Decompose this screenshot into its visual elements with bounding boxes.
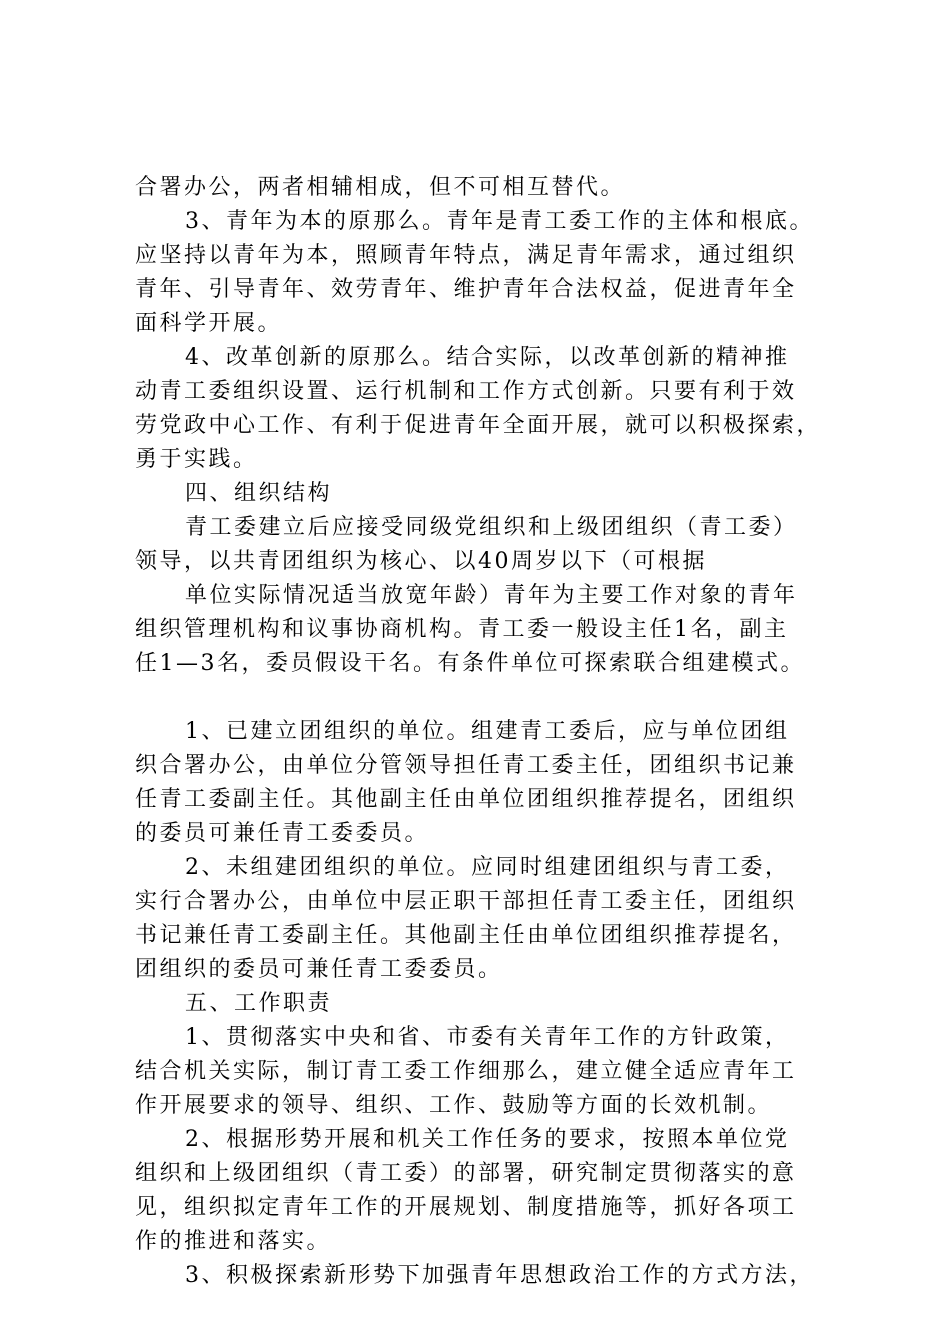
text-line: 任1—3名，委员假设干名。有条件单位可探索联合组建模式。 — [135, 651, 805, 676]
text-line: 作的推进和落实。 — [135, 1229, 332, 1254]
text-line: 3、青年为本的原那么。青年是青工委工作的主体和根底。 — [185, 209, 814, 234]
text-line: 勇于实践。 — [135, 447, 258, 472]
text-line: 青年、引导青年、效劳青年、维护青年合法权益，促进青年全 — [135, 277, 797, 302]
text-line: 团组织的委员可兼任青工委委员。 — [135, 957, 503, 982]
text-line: 3、积极探索新形势下加强青年思想政治工作的方式方法， — [185, 1263, 814, 1288]
section-heading: 四、组织结构 — [185, 481, 333, 506]
text-line: 4、改革创新的原那么。结合实际，以改革创新的精神推 — [185, 345, 790, 370]
text-line: 合署办公，两者相辅相成，但不可相互替代。 — [135, 175, 626, 200]
text-line: 见，组织拟定青年工作的开展规划、制度措施等，抓好各项工 — [135, 1195, 797, 1220]
text-line: 领导，以共青团组织为核心、以40周岁以下（可根据 — [135, 549, 707, 574]
text-line: 2、未组建团组织的单位。应同时组建团组织与青工委， — [185, 855, 790, 880]
text-line: 青工委建立后应接受同级党组织和上级团组织（青工委） — [185, 515, 798, 540]
text-line: 面科学开展。 — [135, 311, 283, 336]
text-line: 单位实际情况适当放宽年龄）青年为主要工作对象的青年 — [185, 583, 798, 608]
text-line: 1、贯彻落实中央和省、市委有关青年工作的方针政策， — [185, 1025, 790, 1050]
text-line: 组织和上级团组织（青工委）的部署，研究制定贯彻落实的意 — [135, 1161, 797, 1186]
text-line: 组织管理机构和议事协商机构。青工委一般设主任1名，副主 — [135, 617, 789, 642]
text-line: 作开展要求的领导、组织、工作、鼓励等方面的长效机制。 — [135, 1093, 773, 1118]
text-line: 织合署办公，由单位分管领导担任青工委主任，团组织书记兼 — [135, 753, 797, 778]
text-line: 劳党政中心工作、有利于促进青年全面开展，就可以积极探索， — [135, 413, 822, 438]
text-line: 任青工委副主任。其他副主任由单位团组织推荐提名，团组织 — [135, 787, 797, 812]
text-line: 结合机关实际，制订青工委工作细那么，建立健全适应青年工 — [135, 1059, 797, 1084]
text-line: 实行合署办公，由单位中层正职干部担任青工委主任，团组织 — [135, 889, 797, 914]
text-line: 书记兼任青工委副主任。其他副主任由单位团组织推荐提名， — [135, 923, 797, 948]
text-line: 的委员可兼任青工委委员。 — [135, 821, 430, 846]
section-heading: 五、工作职责 — [185, 991, 333, 1016]
text-line: 应坚持以青年为本，照顾青年特点，满足青年需求，通过组织 — [135, 243, 797, 268]
text-line: 1、已建立团组织的单位。组建青工委后，应与单位团组 — [185, 719, 790, 744]
text-line: 2、根据形势开展和机关工作任务的要求，按照本单位党 — [185, 1127, 790, 1152]
text-line: 动青工委组织设置、运行机制和工作方式创新。只要有利于效 — [135, 379, 797, 404]
